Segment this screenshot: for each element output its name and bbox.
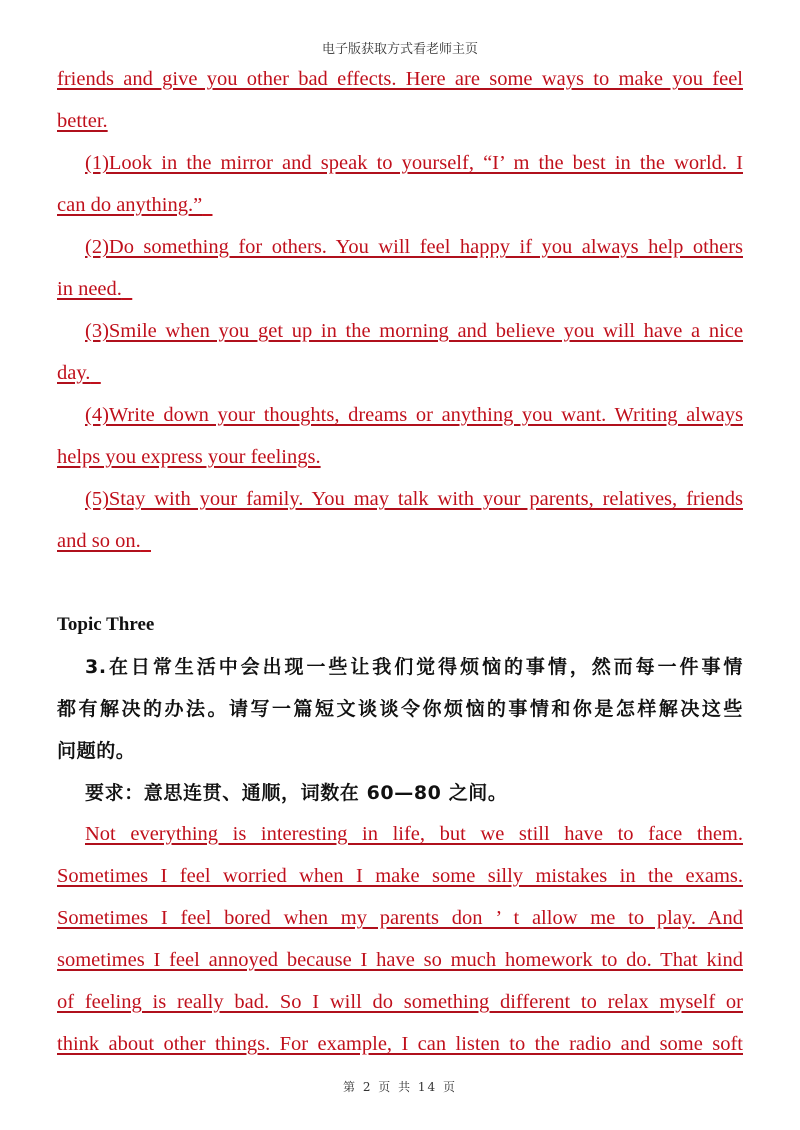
topic-heading: Topic Three bbox=[57, 614, 155, 635]
tip-4-line: (4)Write down your thoughts, dreams or anything you want. Writing always bbox=[85, 404, 743, 426]
prompt-line: 都有解决的办法。请写一篇短文谈谈令你烦恼的事情和你是怎样解决这些 bbox=[57, 698, 743, 720]
essay-line: Sometimes I feel bored when my parents don ’ t allow me to play. And bbox=[57, 907, 743, 929]
essay-line: think about other things. For example, I can listen to the radio and some soft bbox=[57, 1033, 743, 1055]
tip-5-line: (5)Stay with your family. You may talk with your parents, relatives, friends bbox=[85, 488, 743, 510]
tip-1-line: can do anything.” bbox=[57, 194, 203, 216]
tip-5-line: and so on. bbox=[57, 530, 141, 552]
tip-1-line: (1)Look in the mirror and speak to yourself, “I’ m the best in the world. I bbox=[85, 152, 743, 174]
prompt-line: 问题的。 bbox=[57, 740, 136, 762]
tip-3-line: day. bbox=[57, 362, 91, 384]
page-header: 电子版获取方式看老师主页 bbox=[321, 42, 478, 57]
essay-line: sometimes I feel annoyed because I have so much homework to do. That kind bbox=[57, 949, 743, 971]
essay-line: of feeling is really bad. So I will do something different to relax myself or bbox=[57, 991, 743, 1013]
tip-3-line: (3)Smile when you get up in the morning and believe you will have a nice bbox=[85, 320, 743, 342]
prompt-line: 3.在日常生活中会出现一些让我们觉得烦恼的事情，然而每一件事情 bbox=[85, 656, 743, 678]
essay-line: Not everything is interesting in life, but we still have to face them. bbox=[85, 823, 743, 845]
tip-4-line: helps you express your feelings. bbox=[57, 446, 321, 468]
answer-line: better. bbox=[57, 110, 108, 132]
requirement-text: 要求：意思连贯、通顺，词数在 60—80 之间。 bbox=[85, 782, 508, 804]
essay-line: Sometimes I feel worried when I make some silly mistakes in the exams. bbox=[57, 865, 743, 887]
tip-2-line: in need. bbox=[57, 278, 122, 300]
tip-2-line: (2)Do something for others. You will feel happy if you always help others bbox=[85, 236, 743, 258]
answer-line: friends and give you other bad effects. Here are some ways to make you feel bbox=[57, 68, 743, 90]
page-footer: 第 2 页 共 14 页 bbox=[343, 1080, 457, 1094]
